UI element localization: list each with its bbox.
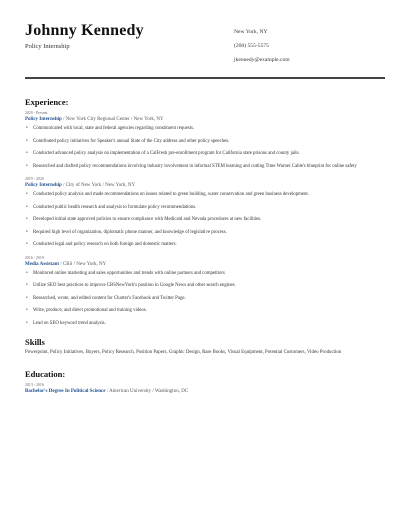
list-item: • Write, produce, and direct promotional and training videos. <box>26 308 147 313</box>
bullet-dot-icon: • <box>26 295 28 301</box>
list-item: • Utilize SEO best practices to improve CBSNewYork's position in Google News and other search engines. <box>26 283 236 288</box>
job-bullets <box>25 126 385 170</box>
job-title: Policy Internship <box>25 117 62 122</box>
bullet-dot-icon: • <box>26 126 28 131</box>
bullet-dot-icon: • <box>26 192 28 197</box>
list-item: • Communicated with local, state and federal agencies regarding constituent requests. <box>26 126 195 131</box>
contact-location: New York, NY <box>234 29 268 35</box>
contact-phone: (200) 555-5575 <box>234 43 269 49</box>
list-item: • Conducted advanced policy analysis on implementation of a CalFresh pre-enrollment program for California state prisons and county jails. <box>26 151 300 156</box>
header-divider <box>25 77 385 79</box>
degree-name: Bachelor's Degree In Political Science <box>25 389 106 394</box>
bullet-dot-icon: • <box>26 229 28 235</box>
job-bullets <box>25 192 385 248</box>
bullet-dot-icon: • <box>26 138 28 144</box>
bullet-dot-icon: • <box>26 217 28 222</box>
bullet-dot-icon: • <box>26 151 28 156</box>
list-item: • Conducted public health research and analysis to formulate policy recommendations. <box>26 204 197 210</box>
education-dates: 2013 - 2016 <box>25 383 44 387</box>
bullet-dot-icon: • <box>26 320 28 326</box>
job-org: / New York City Regional Center / New York, NY <box>63 117 164 122</box>
bullet-dot-icon: • <box>26 283 28 288</box>
candidate-name: Johnny Kennedy <box>25 22 144 39</box>
list-item: • Conducted legal and policy research on both foreign and domestic matters. <box>26 242 177 247</box>
skills-heading: Skills <box>25 336 45 347</box>
list-item: • Lead on SEO keyword trend analysis. <box>26 320 106 326</box>
list-item: • Required high level of organization, diplomatic phone manner, and knowledge of legislative process. <box>26 229 227 235</box>
job-dates: 2019 - 2020 <box>25 177 44 181</box>
bullet-dot-icon: • <box>26 270 28 276</box>
education-entry <box>25 388 385 395</box>
job-title: Media Assistant <box>25 261 60 267</box>
experience-heading: Experience: <box>25 97 69 107</box>
list-item: • Contributed policy initiatives for Speaker's annual State of the City address and other policy speeches. <box>26 138 230 144</box>
job-org: / CBS / New York, NY <box>60 261 107 267</box>
bullet-dot-icon: • <box>26 204 28 210</box>
education-heading: Education: <box>25 369 66 379</box>
bullet-dot-icon: • <box>26 308 28 313</box>
resume-body <box>25 97 385 395</box>
school-name: : American University / Washington, DC <box>106 389 189 394</box>
job-entry <box>25 176 385 248</box>
job-dates: 2016 - 2019 <box>25 255 44 260</box>
job-heading <box>25 116 385 123</box>
skills-list: Powerpoint, Policy Initiatives, Buyers, Policy Research, Position Papers, Graphic Design, Rare Books, Visual Equipment, Potential Customers, Video Production <box>25 349 342 355</box>
list-item: • Researched and drafted policy recommendations involving industry involvement in informal STEM learning and cutting Time Warner Cable's blueprint for online safety <box>26 163 357 169</box>
candidate-title: Policy Internship <box>25 43 70 50</box>
job-bullets <box>25 271 385 327</box>
contact-email[interactable]: jkennedy@example.com <box>234 57 290 63</box>
list-item: • Developed initial state approved policies to ensure compliance with Medicaid and Nevada procedures at new facilities. <box>26 217 262 222</box>
bullet-dot-icon: • <box>26 242 28 247</box>
job-heading <box>25 261 385 268</box>
job-heading <box>25 182 385 189</box>
job-dates: 2020 - Present <box>25 111 48 115</box>
list-item: • Monitored online marketing and sales opportunities and trends with online partners and competitors <box>26 270 225 276</box>
list-item: • Conducted policy analysis and made recommendations on issues related to green building, water conservation and green business development. <box>26 192 309 197</box>
job-entry <box>25 255 385 327</box>
contact-block <box>234 29 384 71</box>
job-org: / City of New York / New York, NY <box>63 183 136 188</box>
bullet-dot-icon: • <box>26 163 28 169</box>
list-item: • Researched, wrote, and edited content for Charter's Facebook and Twitter Page. <box>26 295 186 301</box>
job-entry <box>25 110 385 170</box>
job-title: Policy Internship <box>25 183 62 188</box>
